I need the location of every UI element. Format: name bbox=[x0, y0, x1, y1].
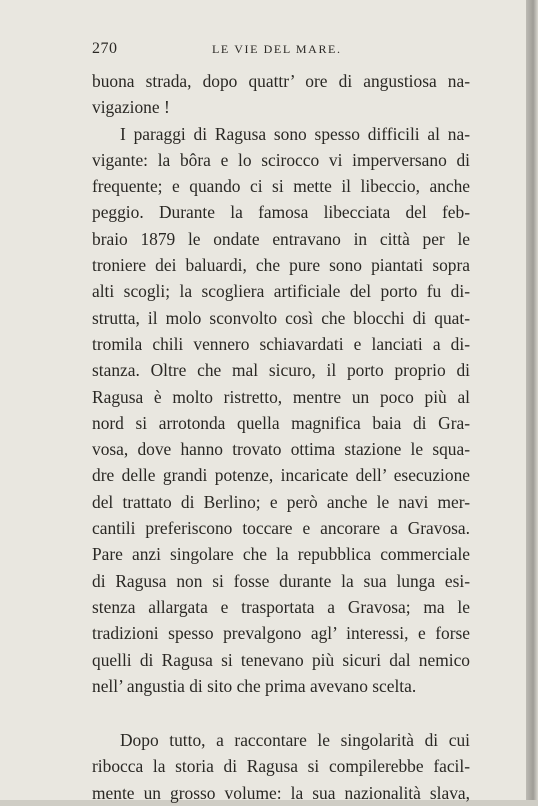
text-line: braio 1879 le ondate entravano in città per le bbox=[92, 228, 470, 249]
text-line: vigazione ! bbox=[92, 97, 170, 118]
text-line: frequente; e quando ci si mette il libeccio, anche bbox=[92, 176, 470, 197]
text-line: troniere dei baluardi, che pure sono piantati sopra bbox=[92, 255, 470, 276]
body-text bbox=[92, 68, 470, 806]
page-number: 270 bbox=[92, 40, 118, 57]
text-line: Ragusa è molto ristretto, mentre un poco più al bbox=[92, 386, 470, 407]
paragraph-gap bbox=[92, 699, 470, 727]
text-line: strutta, il molo sconvolto così che blocchi di quat- bbox=[92, 307, 470, 328]
text-line: quelli di Ragusa si tenevano più sicuri dal nemico bbox=[92, 649, 470, 670]
text-line: stenza allargata e trasportata a Gravosa; ma le bbox=[92, 596, 470, 617]
text-line: del trattato di Berlino; e però anche le navi mer- bbox=[92, 491, 470, 512]
text-line: alti scogli; la scogliera artificiale del porto fu di- bbox=[92, 281, 470, 302]
text-line: ribocca la storia di Ragusa si compilerebbe facil- bbox=[92, 756, 470, 777]
running-head: LE VIE DEL MARE. bbox=[212, 42, 342, 56]
text-line: tradizioni spesso prevalgono agl’ interessi, e forse bbox=[92, 623, 470, 644]
text-line: tromila chili vennero schiavardati e lanciati a di- bbox=[92, 333, 470, 354]
text-line: mente un grosso volume: la sua nazionalità slava, bbox=[92, 782, 470, 803]
text-line: di Ragusa non si fosse durante la sua lunga esi- bbox=[92, 570, 470, 591]
text-line: vigante: la bôra e lo scirocco vi imperversano di bbox=[92, 149, 470, 170]
text-line: nord si arrotonda quella magnifica baia di Gra- bbox=[92, 412, 470, 433]
text-line: peggio. Durante la famosa libecciata del feb- bbox=[92, 202, 470, 223]
text-line: Dopo tutto, a raccontare le singolarità di cui bbox=[120, 730, 470, 751]
text-line: Pare anzi singolare che la repubblica commerciale bbox=[92, 544, 470, 565]
page-header bbox=[92, 40, 470, 64]
paragraph bbox=[92, 121, 470, 700]
page-edge-shadow bbox=[526, 0, 538, 800]
text-line: cantili preferiscono toccare e ancorare a Gravosa. bbox=[92, 518, 470, 539]
text-line: I paraggi di Ragusa sono spesso difficili al na- bbox=[120, 123, 470, 144]
paragraph bbox=[92, 68, 470, 121]
text-line: stanza. Oltre che mal sicuro, il porto proprio di bbox=[92, 360, 470, 381]
text-line: nell’ angustia di sito che prima avevano scelta. bbox=[92, 675, 417, 696]
text-line: vosa, dove hanno trovato ottima stazione le squa- bbox=[92, 439, 470, 460]
text-line: dre delle grandi potenze, incaricate dell’ esecuzione bbox=[92, 465, 470, 486]
paragraph bbox=[92, 727, 470, 806]
text-line: buona strada, dopo quattr’ ore di angustiosa na- bbox=[92, 71, 470, 91]
